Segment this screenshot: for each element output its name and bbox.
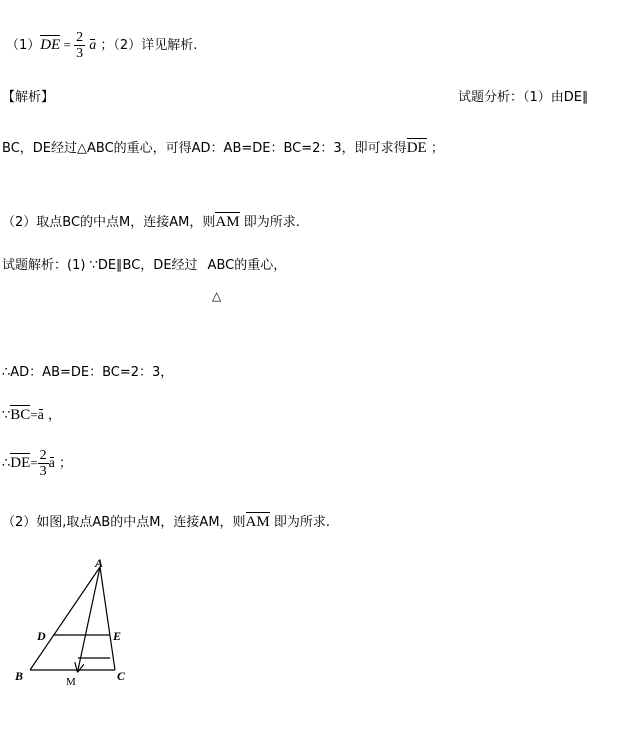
analysis-text: BC，DE经过△ABC的重心，可得AD：AB=DE：BC=2：3，即可求得 [2,141,407,156]
therefore-symbol: ∴ [2,456,11,471]
fraction-numerator: 2 [76,30,84,45]
label-c: C [117,669,126,683]
label-a: A [95,556,104,570]
fraction-two-thirds [74,30,85,61]
analysis-intro: 试题分析：（1）由DE∥ [458,90,589,105]
vector-a: a [37,408,44,423]
de-result-line [2,448,72,479]
analysis-heading: 【解析】 [2,90,55,105]
part2-solution-tail: 即为所求. [273,515,330,530]
vector-de: DE [10,455,31,471]
equals-sign: = [30,455,38,470]
vector-a: a [48,456,55,471]
part2-answer: 详见解析. [141,38,198,53]
answer-line [6,30,197,61]
fraction-two-thirds [38,448,49,479]
vector-bc: BC [10,407,31,423]
bc-equals-a-line [2,404,61,424]
fraction-denominator: 3 [76,46,84,61]
vector-de: DE [406,140,427,156]
fraction-denominator: 3 [39,464,47,479]
equals-sign: = [30,407,38,422]
part1-label: （1） [6,38,41,53]
equals-sign: = [60,37,75,52]
solution-intro-text: 试题解析：(1) ∵DE∥BC，DE经过 [2,258,198,273]
vector-am: AM [245,514,270,530]
analysis-part2-line [2,211,300,231]
line-tail: ； [58,456,72,471]
ratio-line: ∴AD：AB=DE：BC=2：3， [2,365,174,380]
vector-am: AM [215,214,240,230]
triangle-symbol: △ [212,289,222,303]
analysis-part2-tail: 即为所求. [243,215,300,230]
analysis-tail: ； [430,141,444,156]
label-b: B [15,669,24,683]
analysis-part2-text: （2）取点BC的中点M，连接AM，则 [2,215,216,230]
vector-a: a [89,38,97,53]
analysis-line [2,137,444,157]
solution-intro-line [2,254,286,273]
part2-separator: ；（2） [100,38,142,53]
vector-de: DE [40,37,61,53]
part2-solution-text: （2）如图,取点AB的中点M，连接AM，则 [2,515,246,530]
label-e: E [113,629,122,643]
because-symbol: ∵ [2,408,11,423]
part2-solution-line [2,511,330,531]
label-d: D [37,629,46,643]
side-ac [100,567,115,670]
solution-intro-text2: ABC的重心， [207,258,287,273]
fraction-numerator: 2 [39,448,47,463]
triangle-figure [0,545,160,695]
label-m: M [66,676,76,688]
line-tail: ， [48,408,62,423]
